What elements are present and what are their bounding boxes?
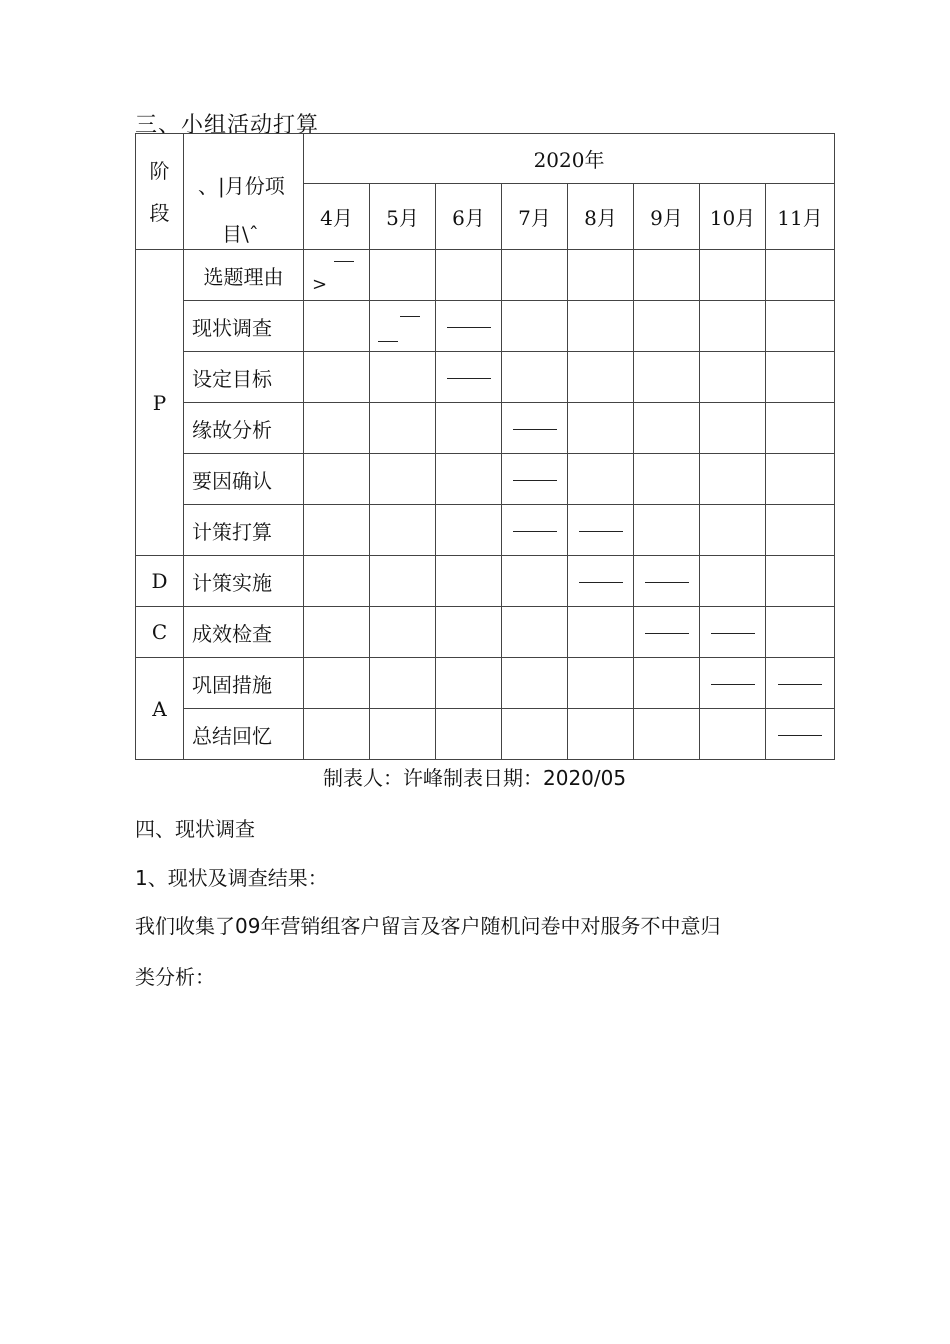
schedule-cell	[502, 454, 568, 505]
month-header: 4月	[304, 184, 370, 250]
phase-cell: P	[136, 250, 184, 556]
schedule-cell	[766, 352, 835, 403]
schedule-cell	[766, 505, 835, 556]
month-header: 6月	[436, 184, 502, 250]
schedule-bar	[778, 684, 822, 685]
table-row	[136, 607, 835, 658]
phase-cell: D	[136, 556, 184, 607]
schedule-split-mark	[370, 301, 435, 351]
schedule-cell	[634, 250, 700, 301]
item-cell: 设定目标	[184, 352, 304, 403]
schedule-cell	[436, 403, 502, 454]
schedule-cell	[370, 250, 436, 301]
schedule-bar	[513, 531, 557, 532]
schedule-cell	[304, 250, 370, 301]
diagonal-header-bottom: 目\ˆ	[222, 222, 259, 246]
schedule-cell	[436, 658, 502, 709]
schedule-cell	[436, 556, 502, 607]
table-row	[136, 250, 835, 301]
schedule-cell	[766, 301, 835, 352]
schedule-cell	[766, 556, 835, 607]
schedule-cell	[568, 607, 634, 658]
schedule-cell	[304, 352, 370, 403]
schedule-cell	[634, 352, 700, 403]
table-row	[136, 454, 835, 505]
schedule-start-mark: >	[304, 250, 369, 300]
table-row	[136, 505, 835, 556]
schedule-cell	[568, 709, 634, 760]
schedule-cell	[700, 709, 766, 760]
schedule-cell	[766, 709, 835, 760]
schedule-cell	[436, 607, 502, 658]
schedule-bar	[579, 531, 623, 532]
table-row	[136, 556, 835, 607]
schedule-cell	[700, 505, 766, 556]
schedule-cell	[700, 301, 766, 352]
schedule-cell	[634, 658, 700, 709]
schedule-cell	[700, 250, 766, 301]
item-cell: 缘故分析	[184, 403, 304, 454]
schedule-cell	[700, 403, 766, 454]
schedule-cell	[304, 301, 370, 352]
schedule-cell	[502, 403, 568, 454]
item-cell: 计策实施	[184, 556, 304, 607]
schedule-cell	[370, 709, 436, 760]
schedule-cell	[370, 301, 436, 352]
item-cell: 要因确认	[184, 454, 304, 505]
section-title: 三、小组活动打算	[135, 113, 320, 138]
schedule-cell	[634, 454, 700, 505]
item-cell: 总结回忆	[184, 709, 304, 760]
month-header: 11月	[766, 184, 835, 250]
table-row	[136, 709, 835, 760]
schedule-cell	[436, 454, 502, 505]
schedule-cell	[766, 607, 835, 658]
schedule-cell	[304, 556, 370, 607]
schedule-cell	[634, 403, 700, 454]
schedule-cell	[700, 607, 766, 658]
schedule-cell	[436, 301, 502, 352]
item-cell: 计策打算	[184, 505, 304, 556]
month-header: 10月	[700, 184, 766, 250]
table-footer: 制表人：许峰制表日期：2020/05	[323, 766, 627, 790]
schedule-cell	[568, 556, 634, 607]
schedule-cell	[634, 301, 700, 352]
schedule-cell	[568, 658, 634, 709]
item-cell: 巩固措施	[184, 658, 304, 709]
schedule-cell	[502, 301, 568, 352]
schedule-cell	[304, 607, 370, 658]
schedule-cell	[766, 454, 835, 505]
schedule-bar	[513, 429, 557, 430]
item-cell: 成效检查	[184, 607, 304, 658]
schedule-cell	[370, 505, 436, 556]
schedule-cell	[370, 403, 436, 454]
schedule-cell	[766, 250, 835, 301]
table-row	[136, 403, 835, 454]
section4-title: 四、现状调查	[135, 817, 255, 841]
phase-cell: C	[136, 607, 184, 658]
year-header: 2020年	[304, 134, 835, 184]
schedule-cell	[304, 454, 370, 505]
schedule-cell	[634, 556, 700, 607]
schedule-bar	[645, 633, 689, 634]
schedule-cell	[568, 403, 634, 454]
month-header: 5月	[370, 184, 436, 250]
schedule-cell	[502, 250, 568, 301]
schedule-cell	[436, 505, 502, 556]
schedule-cell	[568, 250, 634, 301]
month-item-diagonal-header	[184, 134, 304, 250]
schedule-cell	[568, 352, 634, 403]
schedule-cell	[304, 709, 370, 760]
schedule-cell	[634, 607, 700, 658]
table-row	[136, 658, 835, 709]
schedule-bar	[711, 684, 755, 685]
schedule-bar	[447, 327, 491, 328]
item-cell: 选题理由	[184, 250, 304, 301]
phase-header-label: 阶段	[149, 158, 170, 225]
schedule-bar	[513, 480, 557, 481]
schedule-cell	[568, 505, 634, 556]
schedule-bar	[447, 378, 491, 379]
month-header: 7月	[502, 184, 568, 250]
schedule-cell	[700, 658, 766, 709]
schedule-cell	[502, 352, 568, 403]
month-header: 9月	[634, 184, 700, 250]
schedule-cell	[502, 505, 568, 556]
schedule-cell	[436, 250, 502, 301]
month-header: 8月	[568, 184, 634, 250]
schedule-cell	[634, 505, 700, 556]
schedule-cell	[304, 505, 370, 556]
schedule-bar	[778, 735, 822, 736]
schedule-cell	[370, 352, 436, 403]
schedule-cell	[502, 658, 568, 709]
schedule-cell	[436, 709, 502, 760]
schedule-cell	[436, 352, 502, 403]
schedule-bar	[711, 633, 755, 634]
schedule-cell	[766, 403, 835, 454]
subsection-title: 1、现状及调查结果：	[135, 866, 328, 890]
table-row	[136, 352, 835, 403]
activity-plan-table	[135, 133, 835, 760]
paragraph-line-1: 我们收集了09年营销组客户留言及客户随机问卷中对服务不中意归	[135, 914, 721, 938]
schedule-cell	[370, 556, 436, 607]
diagonal-header-top: 、|月份项	[198, 174, 285, 198]
schedule-cell	[766, 658, 835, 709]
schedule-cell	[502, 709, 568, 760]
table-row	[136, 301, 835, 352]
schedule-cell	[304, 403, 370, 454]
phase-cell: A	[136, 658, 184, 760]
schedule-cell	[700, 556, 766, 607]
schedule-cell	[502, 556, 568, 607]
schedule-cell	[568, 454, 634, 505]
schedule-cell	[304, 658, 370, 709]
schedule-bar	[579, 582, 623, 583]
schedule-cell	[370, 607, 436, 658]
schedule-cell	[568, 301, 634, 352]
schedule-cell	[502, 607, 568, 658]
schedule-cell	[700, 352, 766, 403]
paragraph-line-2: 类分析：	[135, 965, 215, 989]
phase-header	[136, 134, 184, 250]
schedule-cell	[370, 658, 436, 709]
schedule-bar	[645, 582, 689, 583]
schedule-cell	[700, 454, 766, 505]
schedule-cell	[634, 709, 700, 760]
schedule-cell	[370, 454, 436, 505]
item-cell: 现状调查	[184, 301, 304, 352]
